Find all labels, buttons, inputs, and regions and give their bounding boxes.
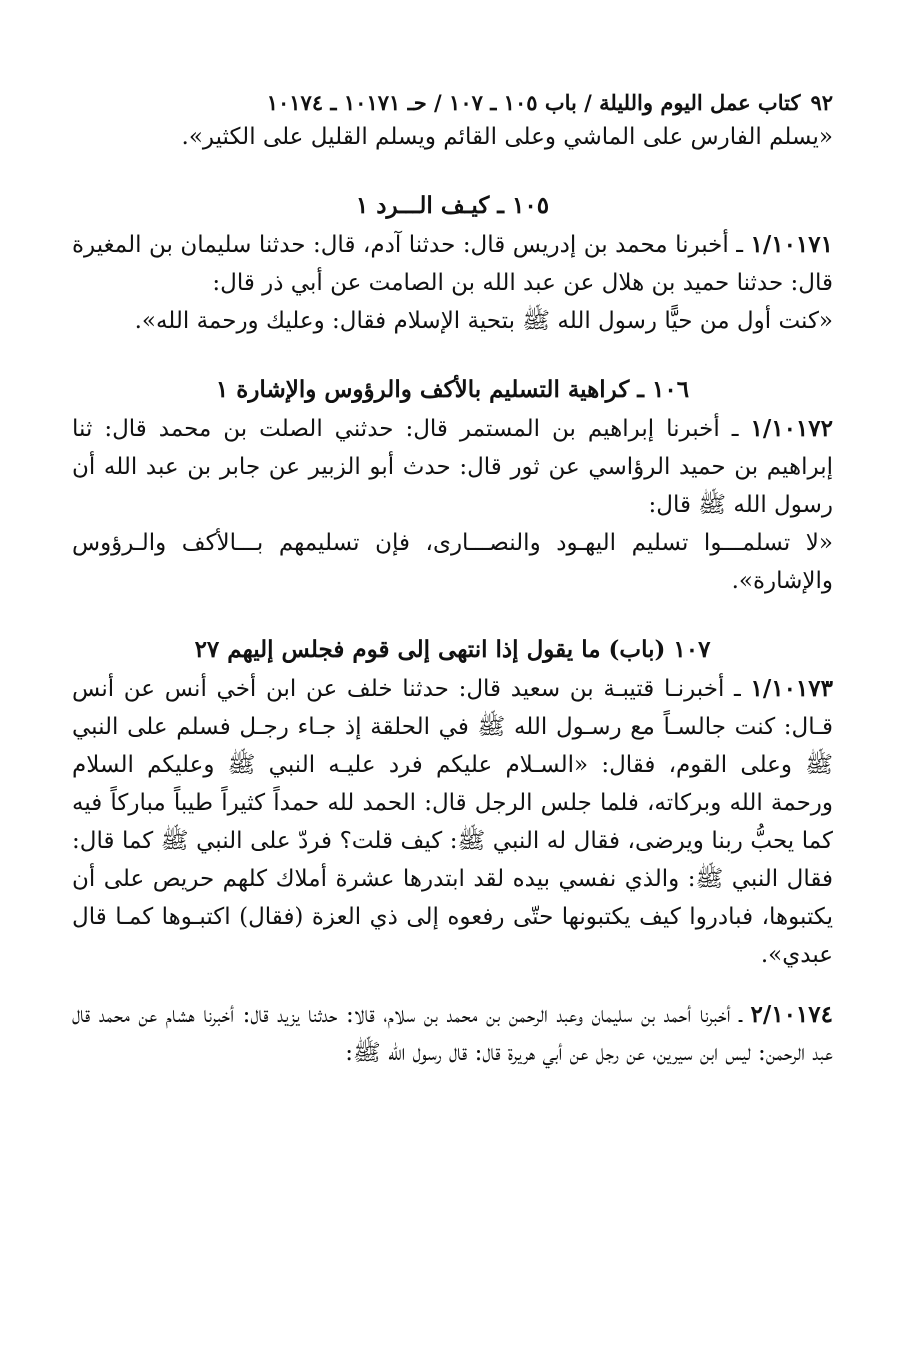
running-title: كتاب عمل اليوم والليلة / باب ١٠٥ ـ ١٠٧ / حـ ١٠١٧١ ـ ١٠١٧٤	[266, 90, 801, 115]
page-number: ٩٢	[810, 90, 833, 115]
hadith-number: ٢/١٠١٧٤	[750, 1001, 833, 1028]
intro-quote: «يسلم الفارس على الماشي وعلى القائم ويسلم القليل على الكثير».	[181, 124, 833, 150]
hadith-10171	[72, 226, 833, 302]
hadith-10173	[72, 670, 833, 974]
hadith-chain: ـ أخبرنا إبراهيم بن المستمر قال: حدثني الصلت بن محمد قال: ثنا إبراهيم بن حميد الرؤاسي عن ثور قال: حدث أبو الزبير عن جابر بن عبد الله أن رسول الله ﷺ قال:	[72, 416, 833, 518]
hadith-chain: ـ أخبرنا أحمد بن سليمان وعبد الرحمن بن محمد بن سلام، قالا: حدثنا يزيد قال: أخبرنا هشام عن محمد قال عبد الرحمن: ليس ابن سيرين، عن رجل عن أبي هريرة قال: قال رسول الله ﷺ:	[72, 1002, 833, 1066]
running-header	[72, 88, 833, 118]
hadith-10172	[72, 410, 833, 524]
hadith-number: ١/١٠١٧١	[750, 231, 833, 258]
hadith-text: «لا تسلمـــوا تسليم اليهـود والنصـــارى، فإن تسليمهم بـــالأكف والـرؤوس والإشارة».	[72, 530, 833, 594]
section-heading-107: ١٠٧ (باب) ما يقول إذا انتهى إلى قوم فجلس إليهم ٢٧	[194, 636, 711, 663]
hadith-chain: ـ أخبرنـا قتيبـة بن سعيد قال: حدثنا خلف عن ابن أخي أنس عن أنس قـال: كنت جالسـاً مع رسـول الله ﷺ في الحلقة إذ جـاء رجـل فسلم على النبي ﷺ وعلى القوم، فقال: «السـلام عليكم فرد عليـه النبي ﷺ وعليكم السلام ورحمة الله وبركاته، فلما جلس الرجل قال: الحمد لله حمداً كثيراً طيباً مباركاً فيه كما يحبُّ ربنا ويرضى، فقال له النبي ﷺ: كيف قلت؟ فردّ على النبي ﷺ كما قال: فقال النبي ﷺ: والذي نفسي بيده لقد ابتدرها عشرة أملاك كلهم حريص على أن يكتبوها، فبادروا كيف يكتبونها حتّى رفعوه إلى ذي العزة (فقال) اكتبـوها كمـا قال عبدي».	[72, 676, 833, 968]
hadith-text: «كنت أول من حيًّا رسول الله ﷺ بتحية الإسلام فقال: وعليك ورحمة الله».	[134, 308, 833, 334]
hadith-chain: ـ أخبرنا محمد بن إدريس قال: حدثنا آدم، قال: حدثنا سليمان بن المغيرة قال: حدثنا حميد بن هلال عن عبد الله بن الصامت عن أبي ذر قال:	[72, 232, 833, 296]
hadith-number: ١/١٠١٧٢	[750, 415, 833, 442]
section-heading-106: ١٠٦ ـ كراهية التسليم بالأكف والرؤوس والإشارة ١	[215, 376, 690, 403]
section-heading-105: ١٠٥ ـ كيـف الـــرد ١	[355, 192, 550, 219]
hadith-number: ١/١٠١٧٣	[750, 675, 833, 702]
hadith-10174	[72, 996, 833, 1072]
